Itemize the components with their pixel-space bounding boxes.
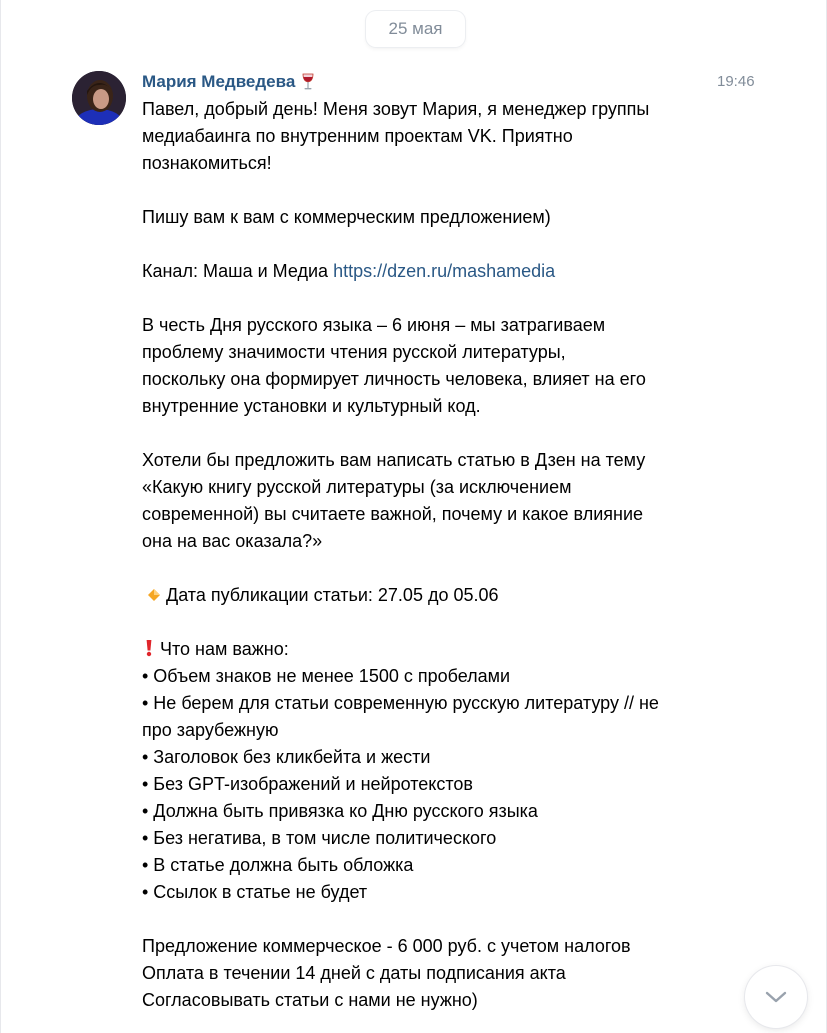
- important-heading: Что нам важно:: [160, 639, 289, 659]
- requirement-item: • В статье должна быть обложка: [142, 855, 414, 875]
- requirement-item: • Не берем для статьи современную русскую литературу // не: [142, 693, 659, 713]
- message-line: Согласовывать статьи с нами не нужно): [142, 990, 478, 1010]
- message-line: В честь Дня русского языка – 6 июня – мы затрагиваем: [142, 315, 606, 335]
- message-line: современной) вы считаете важной, почему и какое влияние: [142, 504, 644, 524]
- requirement-item: • Без негатива, в том числе политического: [142, 828, 497, 848]
- date-label: 25 мая: [388, 19, 443, 38]
- requirement-item: • Объем знаков не менее 1500 с пробелами: [142, 666, 511, 686]
- channel-link[interactable]: https://dzen.ru/mashamedia: [333, 261, 556, 281]
- chevron-down-icon: [764, 990, 788, 1004]
- scroll-to-bottom-button[interactable]: [745, 966, 807, 1028]
- message-line: медиабаинга по внутренним проектам VK. Приятно: [142, 126, 573, 146]
- message-line-channel: [142, 258, 722, 285]
- message-line: проблему значимости чтения русской литературы,: [142, 342, 566, 362]
- wine-glass-icon: [301, 73, 315, 91]
- message-author[interactable]: [142, 70, 315, 94]
- message-line: она на вас оказала?»: [142, 531, 323, 551]
- author-name[interactable]: Мария Медведева: [142, 72, 296, 91]
- message-line: Павел, добрый день! Меня зовут Мария, я менеджер группы: [142, 99, 650, 119]
- avatar[interactable]: [72, 71, 126, 125]
- message-line-publication-date: [142, 582, 722, 609]
- message-line: поскольку она формирует личность человека, влияет на его: [142, 369, 646, 389]
- publication-date-text: Дата публикации статьи: 27.05 до 05.06: [166, 585, 499, 605]
- requirement-item: • Должна быть привязка ко Дню русского языка: [142, 801, 538, 821]
- avatar-image: [72, 71, 126, 125]
- message-line: Хотели бы предложить вам написать статью в Дзен на тему: [142, 450, 646, 470]
- message-line: «Какую книгу русской литературы (за исключением: [142, 477, 572, 497]
- message-line: Пишу вам к вам с коммерческим предложением): [142, 207, 551, 227]
- message-line: внутренние установки и культурный код.: [142, 396, 481, 416]
- date-separator: [366, 11, 465, 47]
- channel-label: Канал: Маша и Медиа: [142, 261, 334, 281]
- message-line: познакомиться!: [142, 153, 272, 173]
- message-line: Оплата в течении 14 дней с даты подписания акта: [142, 963, 566, 983]
- message-text: [142, 96, 722, 1014]
- red-exclamation-icon: [142, 638, 156, 656]
- message-line-important: [142, 636, 722, 663]
- message-time: 19:46: [717, 73, 755, 90]
- message-line: Предложение коммерческое - 6 000 руб. с учетом налогов: [142, 936, 631, 956]
- small-orange-diamond-icon: [147, 583, 161, 597]
- requirement-item: про зарубежную: [142, 720, 279, 740]
- requirement-item: • Ссылок в статье не будет: [142, 882, 368, 902]
- requirement-item: • Заголовок без кликбейта и жести: [142, 747, 431, 767]
- requirement-item: • Без GPT-изображений и нейротекстов: [142, 774, 473, 794]
